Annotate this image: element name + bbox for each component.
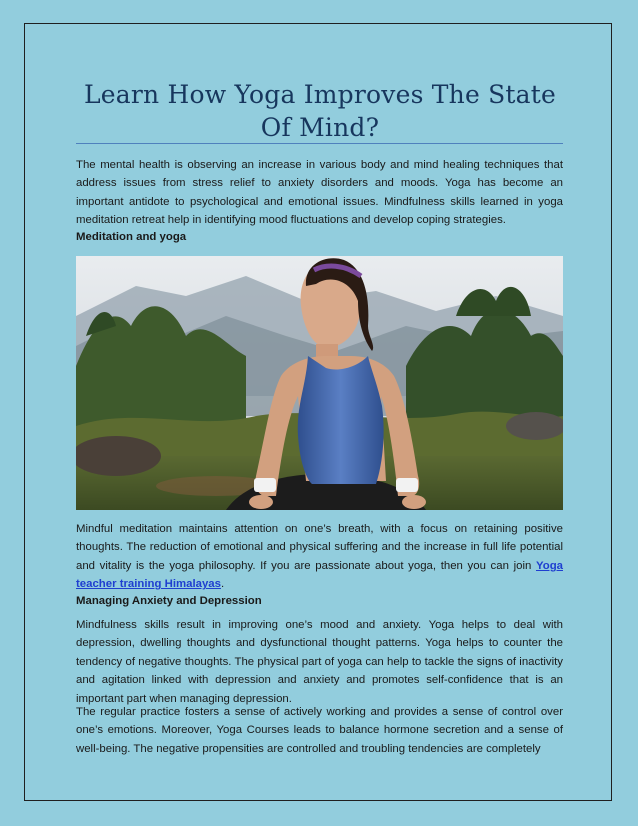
meditation-paragraph xyxy=(76,520,563,594)
anxiety-paragraph-1: Mindfulness skills result in improving one’s mood and anxiety. Yoga helps to deal with depression, dwelling thoughts and dysfunctional thought patterns. Yoga helps to counter the tendency of negative thoughts. The physical part of yoga can help to tackle the signs of inactivity and agitation linked with depression and anxiety and promotes self-confidence that is an important part when managing depression. xyxy=(76,619,563,705)
meditation-paragraph-end: . xyxy=(220,578,225,591)
intro-paragraph: The mental health is observing an increase in various body and mind healing techniques that address issues from stress relief to anxiety disorders and moods. Yoga has become an important antidote to psychological and emotional issues. Mindfulness skills learned in yoga meditation retreat help in identifying mood fluctuations and develop coping strategies. xyxy=(76,159,563,227)
meditation-paragraph-text: Mindful meditation maintains attention on one’s breath, with a focus on retaining positive thoughts. The reduction of emotional and physical suffering and the increase in full life potential and vitality is the yoga philosophy. If you are passionate about yoga, then you can join xyxy=(76,523,563,572)
woman-meditating-photo xyxy=(76,256,563,510)
title-underline xyxy=(76,143,563,144)
page-title: Learn How Yoga Improves The State Of Mind? xyxy=(83,80,557,142)
yoga-teacher-training-link[interactable]: Yoga teacher training Himalayas xyxy=(76,559,563,591)
section-heading-meditation: Meditation and yoga xyxy=(76,231,187,243)
anxiety-paragraph-2: The regular practice fosters a sense of actively working and provides a sense of control over one’s emotions. Moreover, Yoga Courses leads to balance hormone secretion and a sense of well-being. The negative propensities are controlled and troubling tendencies are completely xyxy=(76,706,563,755)
section-heading-anxiety: Managing Anxiety and Depression xyxy=(76,595,262,607)
